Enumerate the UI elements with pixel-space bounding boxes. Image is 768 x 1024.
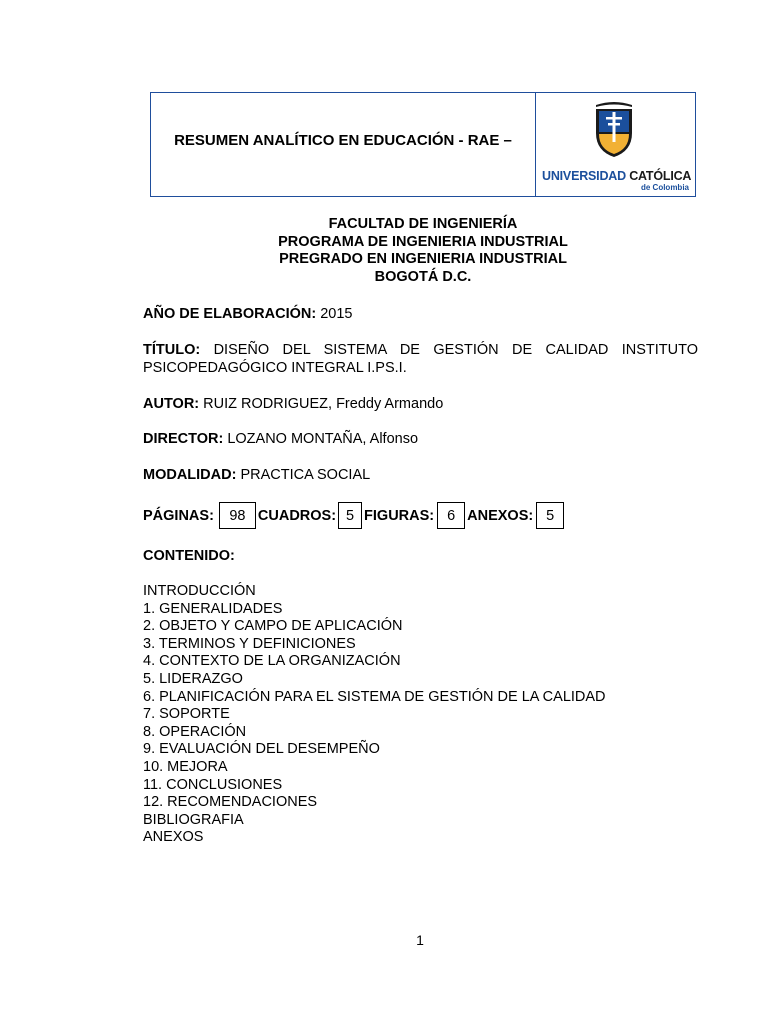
title-value-line1: DISEÑO DEL SISTEMA DE GESTIÓN DE CALIDAD INSTITUTO (213, 342, 699, 358)
city-line: BOGOTÁ D.C. (374, 268, 472, 285)
modality-field (143, 467, 370, 483)
figures-value-box: 6 (437, 502, 465, 529)
list-item: BIBLIOGRAFIA (143, 811, 244, 828)
rae-header-table (150, 92, 696, 197)
title-field (143, 341, 698, 377)
title-value-line2: PSICOPEDAGÓGICO INTEGRAL I.PS.I. (143, 360, 407, 376)
list-item: 6. PLANIFICACIÓN PARA EL SISTEMA DE GESTIÓN DE LA CALIDAD (143, 688, 606, 705)
list-item: 10. MEJORA (143, 758, 228, 775)
author-value: RUIZ RODRIGUEZ, Freddy Armando (203, 396, 444, 412)
list-item: INTRODUCCIÓN (143, 583, 256, 599)
list-item: 4. CONTEXTO DE LA ORGANIZACIÓN (143, 653, 401, 670)
title-line-1 (143, 341, 698, 359)
counts-row (143, 502, 566, 529)
university-name: UNIVERSIDAD CATÓLICA (542, 169, 692, 183)
contents-label: CONTENIDO: (143, 548, 235, 564)
year-value: 2015 (320, 306, 353, 322)
faculty-block (150, 216, 696, 286)
pages-label: PÁGINAS: (143, 507, 214, 524)
list-item: 8. OPERACIÓN (143, 723, 247, 740)
university-logo-cell (536, 93, 695, 196)
director-value: LOZANO MONTAÑA, Alfonso (227, 431, 419, 447)
tables-label: CUADROS: (257, 507, 337, 524)
list-item: 3. TERMINOS Y DEFINICIONES (143, 635, 356, 652)
author-label: AUTOR: (143, 396, 200, 412)
contents-heading (143, 548, 235, 564)
annexes-value-box: 5 (536, 502, 564, 529)
tables-value-box: 5 (338, 502, 362, 529)
faculty-line: FACULTAD DE INGENIERÍA (328, 216, 518, 232)
modality-value: PRACTICA SOCIAL (240, 467, 371, 483)
page-number: 1 (416, 932, 424, 948)
contents-list (143, 583, 606, 847)
university-shield-icon (592, 99, 636, 159)
list-item: 12. RECOMENDACIONES (143, 794, 318, 811)
modality-label: MODALIDAD: (143, 467, 237, 483)
university-subtitle: de Colombia (640, 183, 689, 192)
program-line: PROGRAMA DE INGENIERIA INDUSTRIAL (278, 233, 568, 250)
rae-title-cell (151, 93, 536, 196)
list-item: 5. LIDERAZGO (143, 670, 243, 687)
year-label: AÑO DE ELABORACIÓN: (143, 306, 317, 322)
list-item: ANEXOS (143, 829, 204, 846)
list-item: 2. OBJETO Y CAMPO DE APLICACIÓN (143, 618, 403, 635)
year-field (143, 306, 353, 322)
degree-line: PREGRADO EN INGENIERIA INDUSTRIAL (279, 251, 567, 267)
list-item: 1. GENERALIDADES (143, 600, 283, 617)
pages-value-box: 98 (219, 502, 256, 529)
figures-label: FIGURAS: (364, 507, 435, 524)
list-item: 7. SOPORTE (143, 706, 230, 723)
author-field (143, 396, 443, 412)
rae-title: RESUMEN ANALÍTICO EN EDUCACIÓN - RAE – (174, 132, 512, 149)
annexes-label: ANEXOS: (467, 507, 534, 524)
list-item: 11. CONCLUSIONES (143, 776, 283, 793)
list-item: 9. EVALUACIÓN DEL DESEMPEÑO (143, 741, 380, 758)
director-field (143, 431, 418, 447)
title-label: TÍTULO: (143, 342, 201, 358)
director-label: DIRECTOR: (143, 431, 224, 447)
